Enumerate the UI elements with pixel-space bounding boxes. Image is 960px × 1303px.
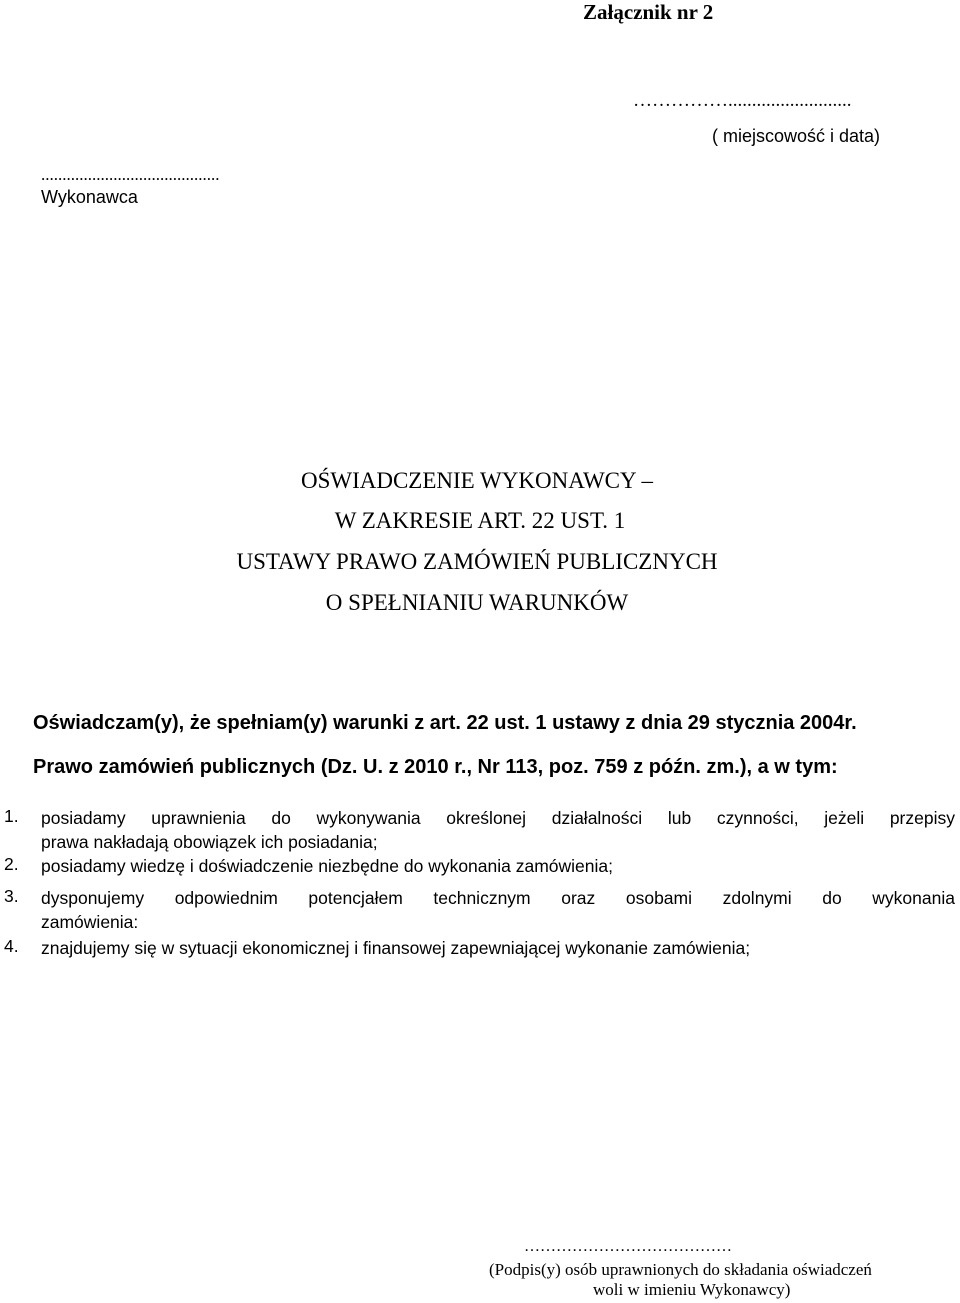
contractor-dots: .......................................... (41, 165, 220, 184)
list-item-text-continued: zamówienia: (41, 912, 139, 932)
title-line-3: USTAWY PRAWO ZAMÓWIEŃ PUBLICZNYCH (236, 549, 718, 574)
signature-label-line-1: (Podpis(y) osób uprawnionych do składania oświadczeń (489, 1260, 872, 1279)
list-item-text: posiadamy wiedzę i doświadczenie niezbędne do wykonania zamówienia; (41, 856, 614, 876)
list-item-number: 1. (4, 806, 19, 826)
attachment-heading: Załącznik nr 2 (583, 0, 714, 24)
title-line-1: OŚWIADCZENIE WYKONAWCY – (300, 468, 654, 493)
list-item-text: dysponujemy odpowiednim potencjałem technicznym oraz osobami zdolnymi do wykonania (41, 888, 955, 908)
title-line-2: W ZAKRESIE ART. 22 UST. 1 (334, 508, 626, 533)
list-item-number: 2. (4, 854, 19, 874)
signature-dots: ………………………………… (524, 1238, 732, 1255)
place-date-label: ( miejscowość i data) (712, 126, 881, 146)
list-item-text: znajdujemy się w sytuacji ekonomicznej i finansowej zapewniającej wykonanie zamówienia; (41, 938, 751, 958)
contractor-label: Wykonawca (41, 187, 138, 207)
place-date-dots: …………….......................... (633, 90, 852, 111)
list-item-number: 3. (4, 886, 19, 906)
signature-label-line-2: woli w imieniu Wykonawcy) (593, 1280, 791, 1299)
title-line-4: O SPEŁNIANIU WARUNKÓW (325, 590, 629, 615)
list-item-text-continued: prawa nakładają obowiązek ich posiadania; (41, 832, 378, 852)
declaration-line-2: Prawo zamówień publicznych (Dz. U. z 2010 r., Nr 113, poz. 759 z późn. zm.), a w tym: (33, 756, 838, 778)
declaration-line-1: Oświadczam(y), że spełniam(y) warunki z art. 22 ust. 1 ustawy z dnia 29 stycznia 2004r. (33, 712, 857, 734)
list-item-text: posiadamy uprawnienia do wykonywania określonej działalności lub czynności, jeżeli przepisy (41, 808, 955, 828)
list-item-number: 4. (4, 936, 19, 956)
